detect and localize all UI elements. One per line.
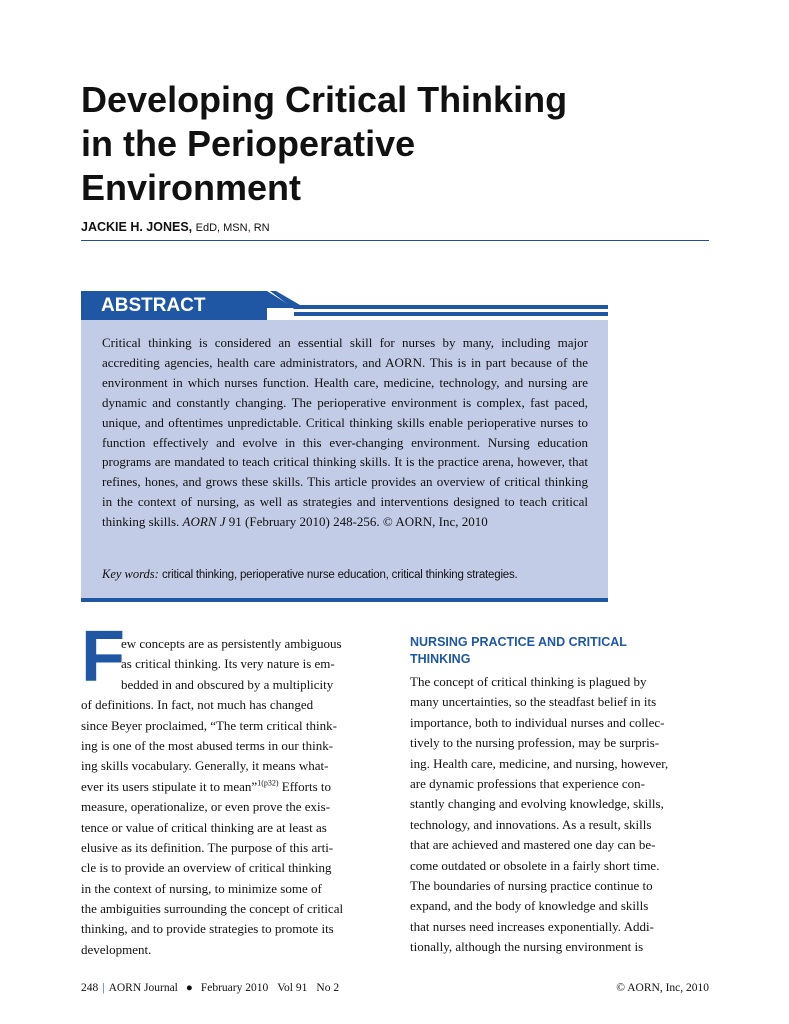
keywords-label: Key words: — [102, 567, 159, 581]
footer-copyright: © AORN, Inc, 2010 — [616, 982, 709, 994]
abstract-bottom-rule — [81, 598, 608, 602]
body-line: that are achieved and mastered one day can be- — [410, 837, 656, 853]
body-line: ing is one of the most abused terms in our think- — [81, 737, 334, 753]
body-line: bedded in and obscured by a multiplicity — [121, 676, 334, 692]
body-line-text: ever its users stipulate it to mean” — [81, 778, 258, 794]
body-line: that nurses need increases exponentially. Addi- — [410, 918, 654, 934]
title-line: Developing Critical Thinking — [81, 79, 568, 120]
footer-left — [81, 982, 339, 994]
body-line: come outdated or obsolete in a fairly short time. — [410, 857, 660, 873]
footer-separator: | — [102, 982, 105, 994]
keywords — [102, 567, 592, 582]
abstract-stripe-lower — [294, 312, 608, 316]
section-heading-line: THINKING — [410, 652, 471, 666]
abstract-header-stripes — [260, 291, 610, 320]
body-line: the ambiguities surrounding the concept of critical — [81, 901, 344, 917]
body-line: ing skills vocabulary. Generally, it means what- — [81, 758, 329, 774]
issue-number: No 2 — [316, 982, 340, 994]
journal-name: AORN Journal — [108, 982, 178, 994]
abstract-text — [102, 333, 588, 532]
body-line-citation — [81, 777, 377, 797]
body-line: ew concepts are as persistently ambiguous — [121, 636, 342, 651]
title-line: Environment — [81, 167, 302, 208]
reference-superscript: 1(p32) — [257, 778, 279, 788]
body-line: cle is to provide an overview of critical thinking — [81, 860, 332, 876]
body-line: are dynamic professions that experience con- — [410, 775, 645, 791]
body-line: of definitions. In fact, not much has changed — [81, 697, 314, 713]
body-line: thinking, and to provide strategies to promote its — [81, 921, 334, 937]
abstract-citation-journal: AORN J — [182, 514, 226, 530]
author-byline — [81, 220, 270, 234]
author-credentials: EdD, MSN, RN — [195, 222, 270, 234]
title-line: in the Perioperative — [81, 123, 416, 164]
body-line: importance, both to individual nurses and collec- — [410, 714, 665, 730]
body-line: tionally, although the nursing environment is — [410, 939, 644, 955]
body-line: The concept of critical thinking is plagued by — [410, 674, 647, 689]
volume: Vol 91 — [277, 982, 308, 994]
body-line: development. — [81, 941, 152, 957]
section-heading — [410, 634, 710, 668]
bullet-icon: ● — [185, 982, 193, 994]
body-line: tively to the nursing profession, may be surpris- — [410, 735, 660, 751]
body-line: many uncertainties, so the steadfast belief in its — [410, 694, 657, 710]
body-column-right — [410, 634, 710, 957]
abstract-heading: ABSTRACT — [81, 291, 267, 320]
body-line: as critical thinking. Its very nature is em- — [121, 656, 335, 672]
issue-date: February 2010 — [200, 982, 269, 994]
section-heading-line: NURSING PRACTICE AND CRITICAL — [410, 635, 627, 649]
body-line: ing. Health care, medicine, and nursing, however, — [410, 755, 669, 771]
body-column-left — [81, 634, 377, 960]
body-line: in the context of nursing, to minimize some of — [81, 880, 322, 896]
body-line: The boundaries of nursing practice continue to — [410, 877, 653, 893]
article-title — [81, 78, 701, 210]
abstract-body: Critical thinking is considered an essential skill for nurses by many, including major accrediting agencies, health care administrators, and AORN. This is in part because of the environment in which nurses function. Health care, medicine, technology, and nursing are dynamic and constantly changing. The perioperative environment is complex, fast paced, unique, and oftentimes unpredictable. Critical thinking skills enable perioperative nurses to function effectively and evolve in this ever-changing environment. Nursing education programs are mandated to teach critical thinking skills. It is the practice arena, however, that refines, hones, and grows these skills. This article provides an overview of critical thinking in the context of nursing, as well as strategies and interventions designed to teach critical thinking skills. — [102, 335, 588, 530]
title-divider — [81, 240, 709, 241]
body-line: stantly changing and evolving knowledge, skills, — [410, 796, 664, 812]
page-footer — [81, 982, 709, 996]
abstract-stripe-upper — [270, 291, 608, 309]
body-line: technology, and innovations. As a result, skills — [410, 816, 652, 832]
body-line: since Beyer proclaimed, “The term critical think- — [81, 717, 337, 733]
page-number: 248 — [81, 982, 99, 994]
body-line: tence or value of critical thinking are at least as — [81, 819, 327, 835]
abstract-citation: 91 (February 2010) 248-256. © AORN, Inc, 2010 — [228, 514, 488, 530]
body-line-text: Efforts to — [278, 778, 331, 794]
drop-cap: F — [81, 617, 125, 697]
keywords-list: critical thinking, perioperative nurse education, critical thinking strategies. — [161, 569, 518, 581]
body-line: elusive as its definition. The purpose of this arti- — [81, 839, 334, 855]
body-line: measure, operationalize, or even prove the exis- — [81, 799, 331, 815]
body-line: expand, and the body of knowledge and skills — [410, 898, 649, 914]
author-name: JACKIE H. JONES, — [81, 220, 193, 234]
